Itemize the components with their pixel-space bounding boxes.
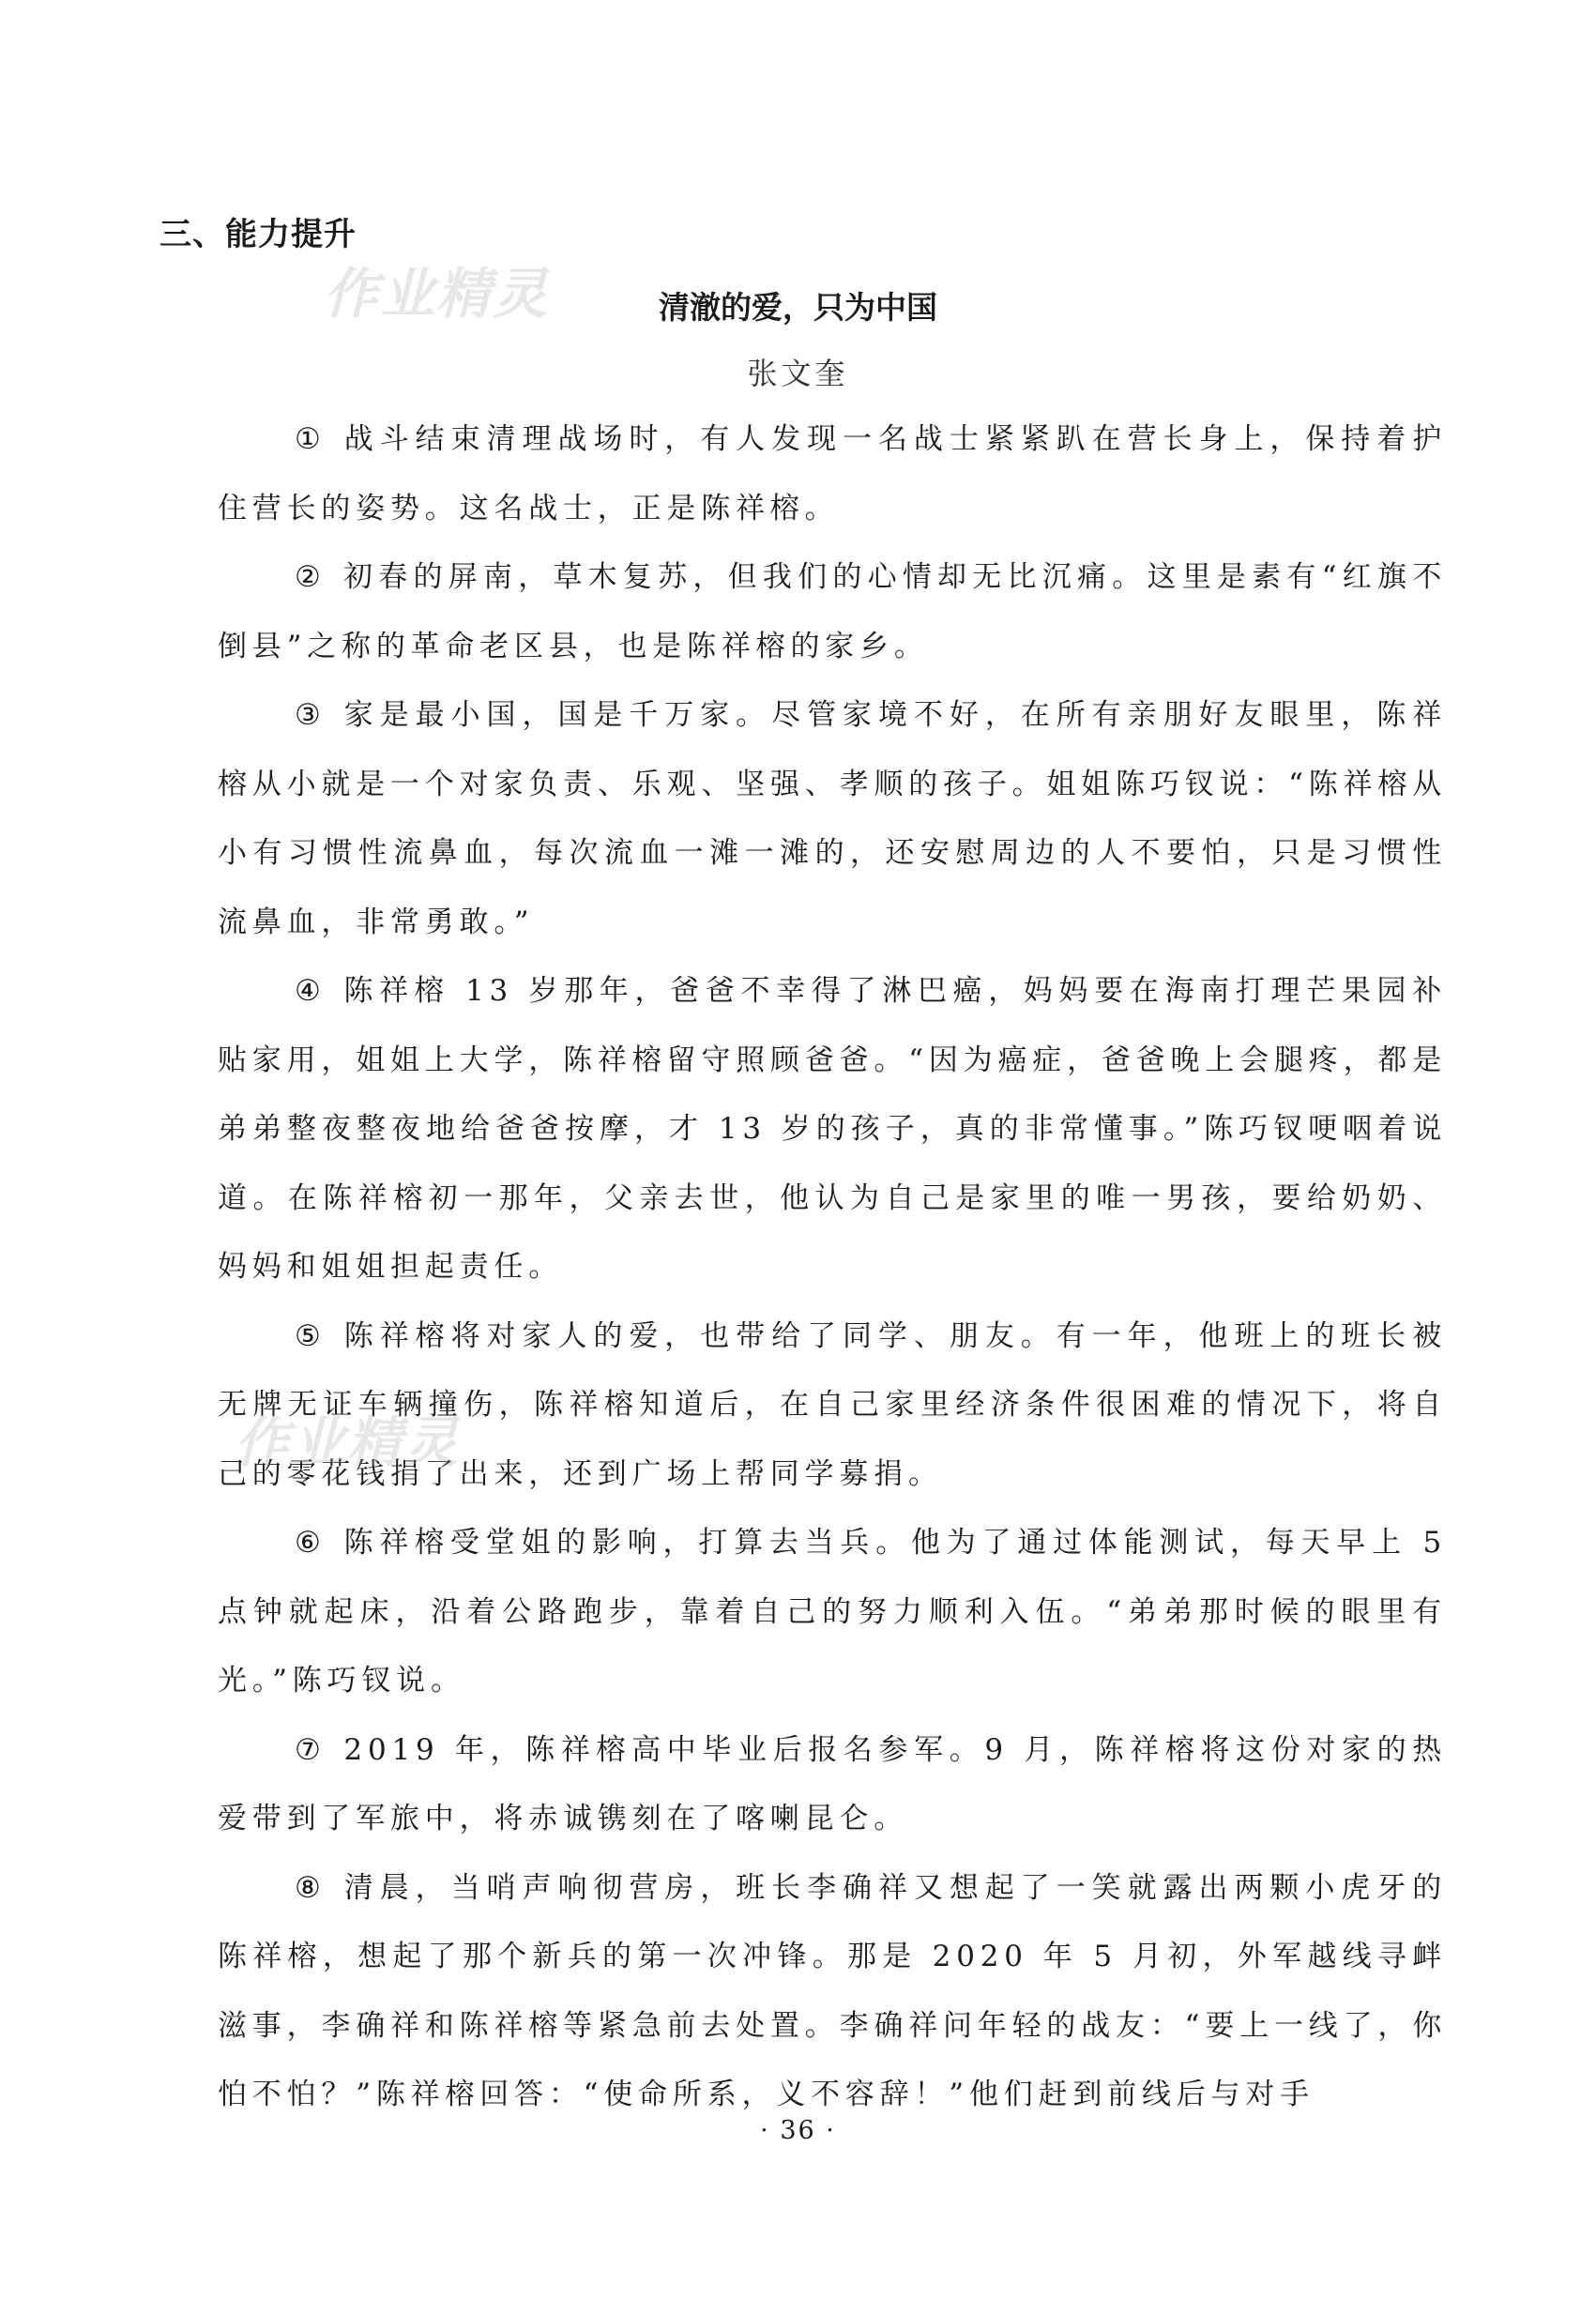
paragraph-number: ⑦ (295, 1732, 327, 1767)
paragraph-number: ⑤ (295, 1318, 327, 1353)
paragraph-text: 初春的屏南，草木复苏，但我们的心情却无比沉痛。这里是素有“红旗不倒县”之称的革命老区县，也是陈祥榕的家乡。 (218, 560, 1447, 663)
article-title: 清澈的爱，只为中国 (659, 289, 937, 326)
paragraph-text: 2019 年，陈祥榕高中毕业后报名参军。9 月，陈祥榕将这份对家的热爱带到了军旅中，将赤诚镌刻在了喀喇昆仑。 (218, 1732, 1447, 1835)
paragraph-number: ② (295, 560, 327, 594)
paragraph-4 (218, 957, 1447, 1302)
paragraph-number: ⑧ (295, 1870, 327, 1905)
paragraph-text: 陈祥榕 13 岁那年，爸爸不幸得了淋巴癌，妈妈要在海南打理芒果园补贴家用，姐姐上大学，陈祥榕留守照顾爸爸。“因为癌症，爸爸晚上会腿疼，都是弟弟整夜整夜地给爸爸按摩，才 13 岁的孩子，真的非常懂事。”陈巧钗哽咽着说道。在陈祥榕初一那年，父亲去世，他认为自己是家里的唯一男孩，要给奶奶、妈妈和姐姐担起责任。 (218, 974, 1447, 1284)
paragraph-text: 战斗结束清理战场时，有人发现一名战士紧紧趴在营长身上，保持着护住营长的姿势。这名战士，正是陈祥榕。 (218, 422, 1448, 525)
watermark-logo: 作业精灵 (235, 1410, 461, 1474)
paragraph-number: ① (295, 422, 327, 456)
paragraph-3 (218, 681, 1447, 957)
article-body (218, 405, 1447, 2130)
paragraph-number: ④ (295, 974, 327, 1008)
paragraph-1 (218, 405, 1447, 543)
paragraph-6 (218, 1509, 1447, 1716)
paragraph-number: ⑥ (295, 1526, 327, 1560)
paragraph-8 (218, 1854, 1447, 2130)
paragraph-text: 家是最小国，国是千万家。尽管家境不好，在所有亲朋好友眼里，陈祥榕从小就是一个对家负责、乐观、坚强、孝顺的孩子。姐姐陈巧钗说：“陈祥榕从小有习惯性流鼻血，每次流血一滩一滩的，还安慰周边的人不要怕，只是习惯性流鼻血，非常勇敢。” (218, 698, 1448, 939)
paragraph-7 (218, 1716, 1447, 1854)
paragraph-number: ③ (295, 698, 327, 732)
paragraph-text: 陈祥榕受堂姐的影响，打算去当兵。他为了通过体能测试，每天早上 5 点钟就起床，沿着公路跑步，靠着自己的努力顺利入伍。“弟弟那时候的眼里有光。”陈巧钗说。 (218, 1526, 1447, 1698)
page-number: · 36 · (760, 2116, 836, 2145)
watermark-logo: 作业精灵 (324, 262, 550, 326)
article-author: 张文奎 (747, 356, 849, 391)
paragraph-5 (218, 1302, 1447, 1510)
paragraph-2 (218, 543, 1447, 681)
section-heading: 三、能力提升 (160, 216, 357, 253)
paragraph-text: 清晨，当哨声响彻营房，班长李确祥又想起了一笑就露出两颗小虎牙的陈祥榕，想起了那个新兵的第一次冲锋。那是 2020 年 5 月初，外军越线寻衅滋事，李确祥和陈祥榕等紧急前去处置。李确祥问年轻的战友：“要上一线了，你怕不怕？”陈祥榕回答：“使命所系，义不容辞！”他们赶到前线后与对手 (218, 1870, 1448, 2111)
paragraph-text: 陈祥榕将对家人的爱，也带给了同学、朋友。有一年，他班上的班长被无牌无证车辆撞伤，陈祥榕知道后，在自己家里经济条件很困难的情况下，将自己的零花钱捐了出来，还到广场上帮同学募捐。 (218, 1318, 1448, 1491)
